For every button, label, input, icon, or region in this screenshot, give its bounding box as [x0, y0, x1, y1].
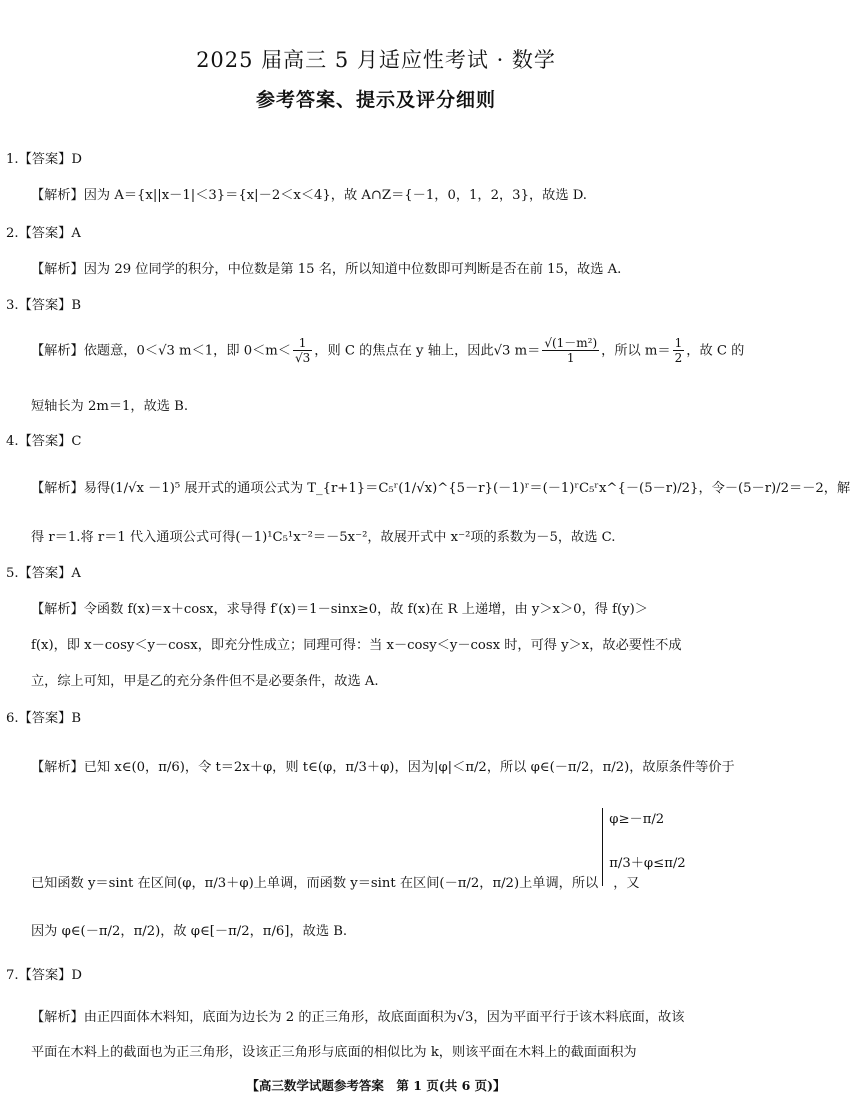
- page-footer: 【高三数学试题参考答案 第 1 页(共 6 页)】: [246, 1078, 506, 1093]
- q3-answer: 3.【答案】B: [6, 298, 82, 313]
- q4-explanation-line2: 得 r＝1.将 r＝1 代入通项公式可得(－1)¹C₅¹x⁻²＝－5x⁻²，故展开式中 x⁻²项的系数为－5，故选 C.: [31, 530, 616, 545]
- page-title: 2025 届高三 5 月适应性考试 · 数学: [196, 48, 556, 72]
- q1-answer: 1.【答案】D: [6, 152, 82, 167]
- q7-explanation-line2: 平面在木料上的截面也为正三角形，设该正三角形与底面的相似比为 k，则该平面在木料上的截面面积为: [31, 1045, 637, 1060]
- q3-fraction-1: $\frac{1}{√3}$: [294, 336, 311, 366]
- q5-explanation-line1: 【解析】令函数 f(x)＝x＋cosx，求导得 f′(x)＝1－sinx≥0，故 f(x)在 R 上递增，由 y＞x＞0，得 f(y)＞: [31, 602, 648, 617]
- q2-explanation: 【解析】因为 29 位同学的积分，中位数是第 15 名，所以知道中位数即可判断是否在前 15，故选 A.: [31, 262, 622, 277]
- q6-system-brace: [602, 808, 686, 886]
- q4-explanation-line1: 【解析】易得(1/√x －1)⁵ 展开式的通项公式为 T_{r+1}＝C₅ʳ(1/√x)^{5－r}(－1)ʳ＝(－1)ʳC₅ʳx^{－(5－r)/2}，令－(5－r)/2＝－2，解: [31, 481, 850, 496]
- q3-fraction-3: $\frac{1}{2}$: [674, 336, 683, 366]
- q6-text-tail: ，又: [613, 875, 640, 891]
- q3-text-a: 【解析】依题意，0＜√3 m＜1，即 0＜m＜: [31, 343, 291, 359]
- q7-answer: 7.【答案】D: [6, 968, 82, 983]
- q3-fraction-2: $\frac{\text{√(1－m²)}}{1}$: [544, 336, 598, 366]
- q4-answer: 4.【答案】C: [6, 434, 82, 449]
- q3-text-d: ，故 C 的: [686, 343, 745, 359]
- q5-answer: 5.【答案】A: [6, 566, 81, 581]
- q6-explanation-line1: 【解析】已知 x∈(0，π/6)，令 t＝2x＋φ，则 t∈(φ，π/3＋φ)，因为|φ|＜π/2，所以 φ∈(－π/2，π/2)，故原条件等价于: [31, 760, 735, 775]
- q3-explanation-line2: 短轴长为 2m＝1，故选 B.: [31, 399, 189, 414]
- q6-answer: 6.【答案】B: [6, 711, 82, 726]
- q6-explanation-line3: 因为 φ∈(－π/2，π/2)，故 φ∈[－π/2，π/6]，故选 B.: [31, 924, 348, 939]
- q3-explanation-line1: [31, 336, 744, 366]
- q6-brace-row1: φ≥－π/2: [609, 812, 665, 827]
- q2-answer: 2.【答案】A: [6, 226, 81, 241]
- q3-text-c: ，所以 m＝: [601, 343, 671, 359]
- q6-explanation-line2: [31, 808, 686, 891]
- q1-explanation: 【解析】因为 A＝{x||x－1|＜3}＝{x|－2＜x＜4}，故 A∩Z＝{－1，0，1，2，3}，故选 D.: [31, 188, 588, 203]
- q5-explanation-line3: 立，综上可知，甲是乙的充分条件但不是必要条件，故选 A.: [31, 674, 379, 689]
- q6-brace-row2: π/3＋φ≤π/2: [609, 856, 686, 871]
- q3-text-b: ，则 C 的焦点在 y 轴上，因此√3 m＝: [314, 343, 541, 359]
- q7-explanation-line1: 【解析】由正四面体木料知，底面为边长为 2 的正三角形，故底面面积为√3，因为平面平行于该木料底面，故该: [31, 1010, 685, 1025]
- page-subtitle: 参考答案、提示及评分细则: [255, 89, 496, 111]
- q6-text-line2: 已知函数 y＝sint 在区间(φ，π/3＋φ)上单调，而函数 y＝sint 在区间(－π/2，π/2)上单调，所以: [31, 875, 599, 891]
- q5-explanation-line2: f(x)，即 x－cosy＜y－cosx，即充分性成立；同理可得：当 x－cosy＜y－cosx 时，可得 y＞x，故必要性不成: [31, 638, 682, 653]
